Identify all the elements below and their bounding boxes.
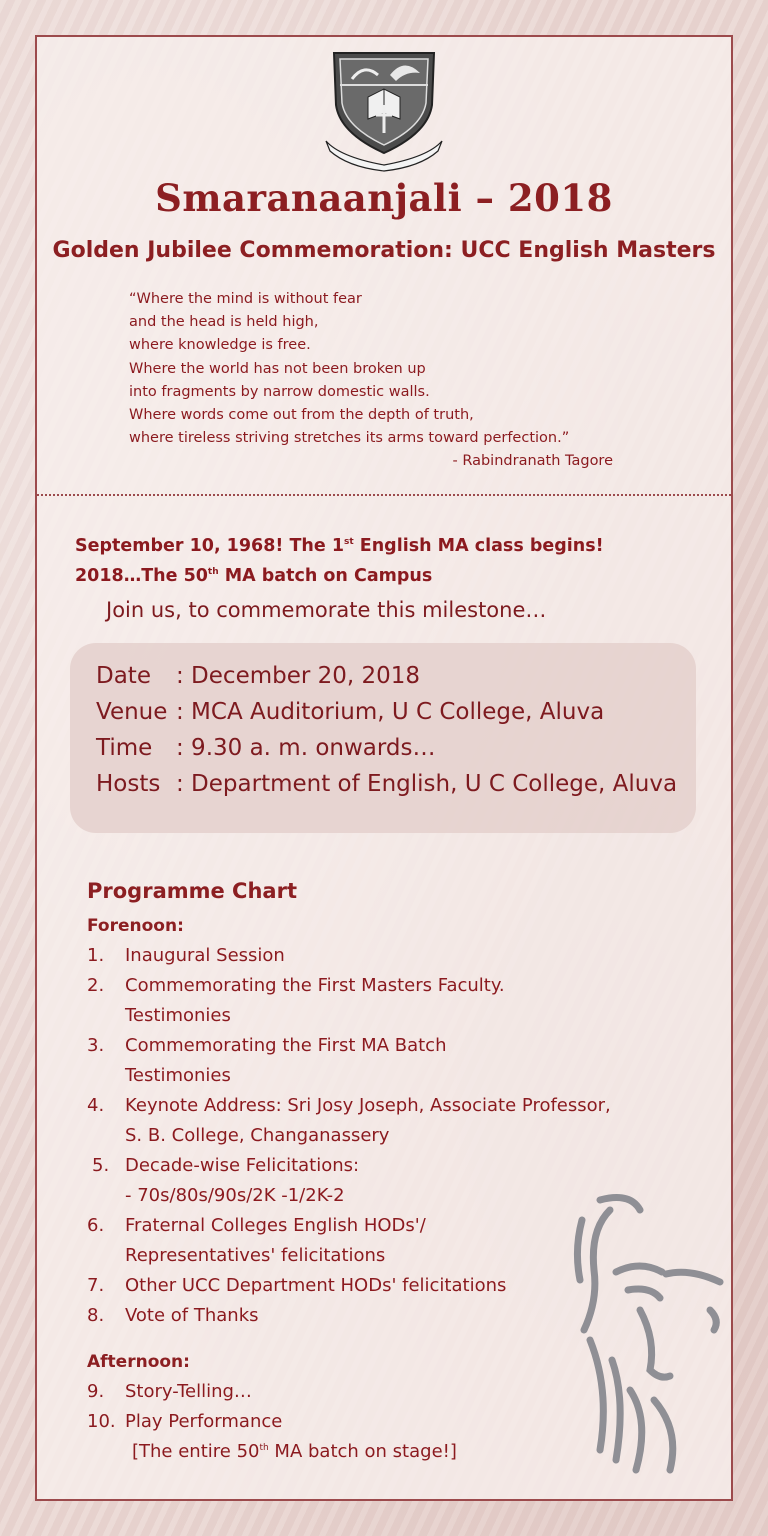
invite-text: Join us, to commemorate this milestone… [106, 598, 547, 622]
afternoon-heading: Afternoon: [87, 1352, 190, 1372]
poem-line: Where the world has not been broken up [129, 360, 426, 377]
event-subtitle: Golden Jubilee Commemoration: UCC English Masters [52, 238, 716, 263]
detail-time: Time : 9.30 a. m. onwards… [96, 735, 436, 761]
headline-line-2: 2018…The 50th MA batch on Campus [75, 566, 433, 586]
programme-item: 1. Inaugural Session [87, 945, 285, 966]
programme-item-continuation: - 70s/80s/90s/2K -1/2K-2 [125, 1185, 345, 1206]
programme-item-continuation: S. B. College, Changanassery [125, 1125, 390, 1146]
poem-author: - Rabindranath Tagore [452, 453, 613, 470]
detail-date: Date : December 20, 2018 [96, 663, 421, 689]
tagore-poem [129, 288, 619, 474]
forenoon-heading: Forenoon: [87, 916, 184, 936]
dotted-divider [37, 494, 731, 496]
final-note: [The entire 50th MA batch on stage!] [132, 1441, 457, 1462]
programme-item: 9. Story-Telling… [87, 1381, 252, 1402]
programme-item-continuation: Testimonies [125, 1005, 231, 1026]
college-crest-icon [320, 45, 448, 173]
detail-venue: Venue : MCA Auditorium, U C College, Aluva [96, 699, 605, 725]
programme-item: 7. Other UCC Department HODs' felicitations [87, 1275, 507, 1296]
tagore-portrait-sketch-icon [570, 1190, 740, 1480]
poem-line: “Where the mind is without fear [129, 291, 362, 307]
programme-item: 6. Fraternal Colleges English HODs'/ [87, 1215, 426, 1236]
poem-line: where tireless striving stretches its arms toward perfection.” [129, 430, 570, 447]
programme-item: 10. Play Performance [87, 1411, 283, 1432]
poem-line: into fragments by narrow domestic walls. [129, 383, 430, 400]
event-details-panel [70, 643, 696, 833]
programme-item: 5. Decade-wise Felicitations: [92, 1155, 360, 1176]
programme-item: 8. Vote of Thanks [87, 1305, 259, 1326]
headline-line-1: September 10, 1968! The 1st English MA class begins! [75, 536, 604, 556]
programme-item: 2. Commemorating the First Masters Faculty. [87, 975, 505, 996]
programme-item: 3. Commemorating the First MA Batch [87, 1035, 447, 1056]
programme-item: 4. Keynote Address: Sri Josy Joseph, Associate Professor, [87, 1095, 611, 1116]
detail-hosts: Hosts : Department of English, U C College, Aluva [96, 771, 678, 797]
poem-line: Where words come out from the depth of truth, [129, 407, 474, 424]
poem-line: and the head is held high, [129, 314, 319, 331]
poem-line: where knowledge is free. [129, 337, 311, 354]
event-title: Smaranaanjali – 2018 [155, 176, 613, 220]
programme-item-continuation: Representatives' felicitations [125, 1245, 386, 1266]
programme-title: Programme Chart [87, 879, 297, 903]
programme-item-continuation: Testimonies [125, 1065, 231, 1086]
